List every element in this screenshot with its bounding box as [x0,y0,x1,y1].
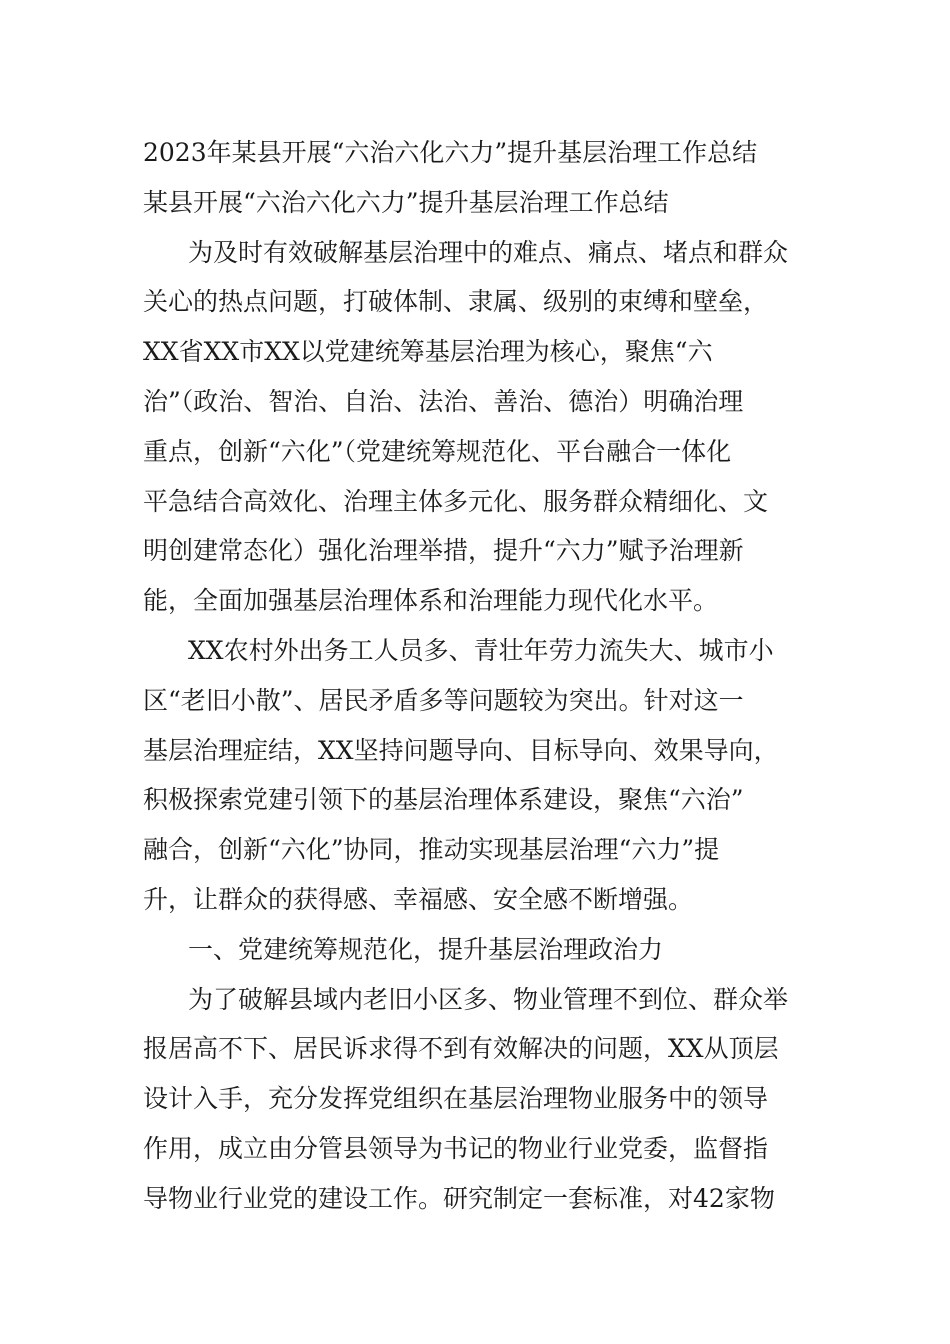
paragraph-line: 导物业行业党的建设工作。研究制定一套标准，对42家物 [143,1183,775,1213]
paragraph-line: 治”（政治、智治、自治、法治、善治、德治）明确治理 [143,386,744,416]
paragraph-line: 区“老旧小散”、居民矛盾多等问题较为突出。针对这一 [143,685,744,715]
paragraph-2 [143,626,808,925]
section-heading [143,925,808,975]
document-title: 2023年某县开展“六治六化六力”提升基层治理工作总结 [143,138,758,167]
paragraph-line: 报居高不下、居民诉求得不到有效解决的问题，XX从顶层 [143,1034,779,1064]
paragraph-1 [143,228,808,626]
paragraph-line: 为及时有效破解基层治理中的难点、痛点、堵点和群众 [188,237,789,267]
paragraph-line: 能，全面加强基层治理体系和治理能力现代化水平。 [143,586,719,616]
paragraph-line: XX农村外出务工人员多、青壮年劳力流失大、城市小 [188,635,774,665]
paragraph-line: 作用，成立由分管县领导为书记的物业行业党委，监督指 [143,1133,769,1163]
document-subtitle: 某县开展“六治六化六力”提升基层治理工作总结 [143,187,669,217]
paragraph-3 [143,975,808,1224]
paragraph-line: XX省XX市XX以党建统筹基层治理为核心，聚焦“六 [143,337,713,367]
section-heading-text: 一、党建统筹规范化，提升基层治理政治力 [188,934,664,964]
paragraph-line: 重点，创新“六化”（党建统筹规范化、平台融合一体化 [143,436,732,466]
paragraph-line: 关心的热点问题，打破体制、隶属、级别的束缚和壁垒， [143,287,769,317]
paragraph-line: 设计入手，充分发挥党组织在基层治理物业服务中的领导 [143,1084,769,1114]
paragraph-line: 融合，创新“六化”协同，推动实现基层治理“六力”提 [143,835,720,865]
paragraph-line: 平急结合高效化、治理主体多元化、服务群众精细化、文 [143,486,769,516]
paragraph-line: 积极探索党建引领下的基层治理体系建设，聚焦“六治” [143,785,744,815]
paragraph-line: 为了破解县域内老旧小区多、物业管理不到位、群众举 [188,984,789,1014]
document-body [143,128,808,1224]
paragraph-line: 升，让群众的获得感、幸福感、安全感不断增强。 [143,884,694,914]
paragraph-line: 明创建常态化）强化治理举措，提升“六力”赋予治理新 [143,536,744,566]
paragraph-line: 基层治理症结，XX坚持问题导向、目标导向、效果导向， [143,735,779,765]
